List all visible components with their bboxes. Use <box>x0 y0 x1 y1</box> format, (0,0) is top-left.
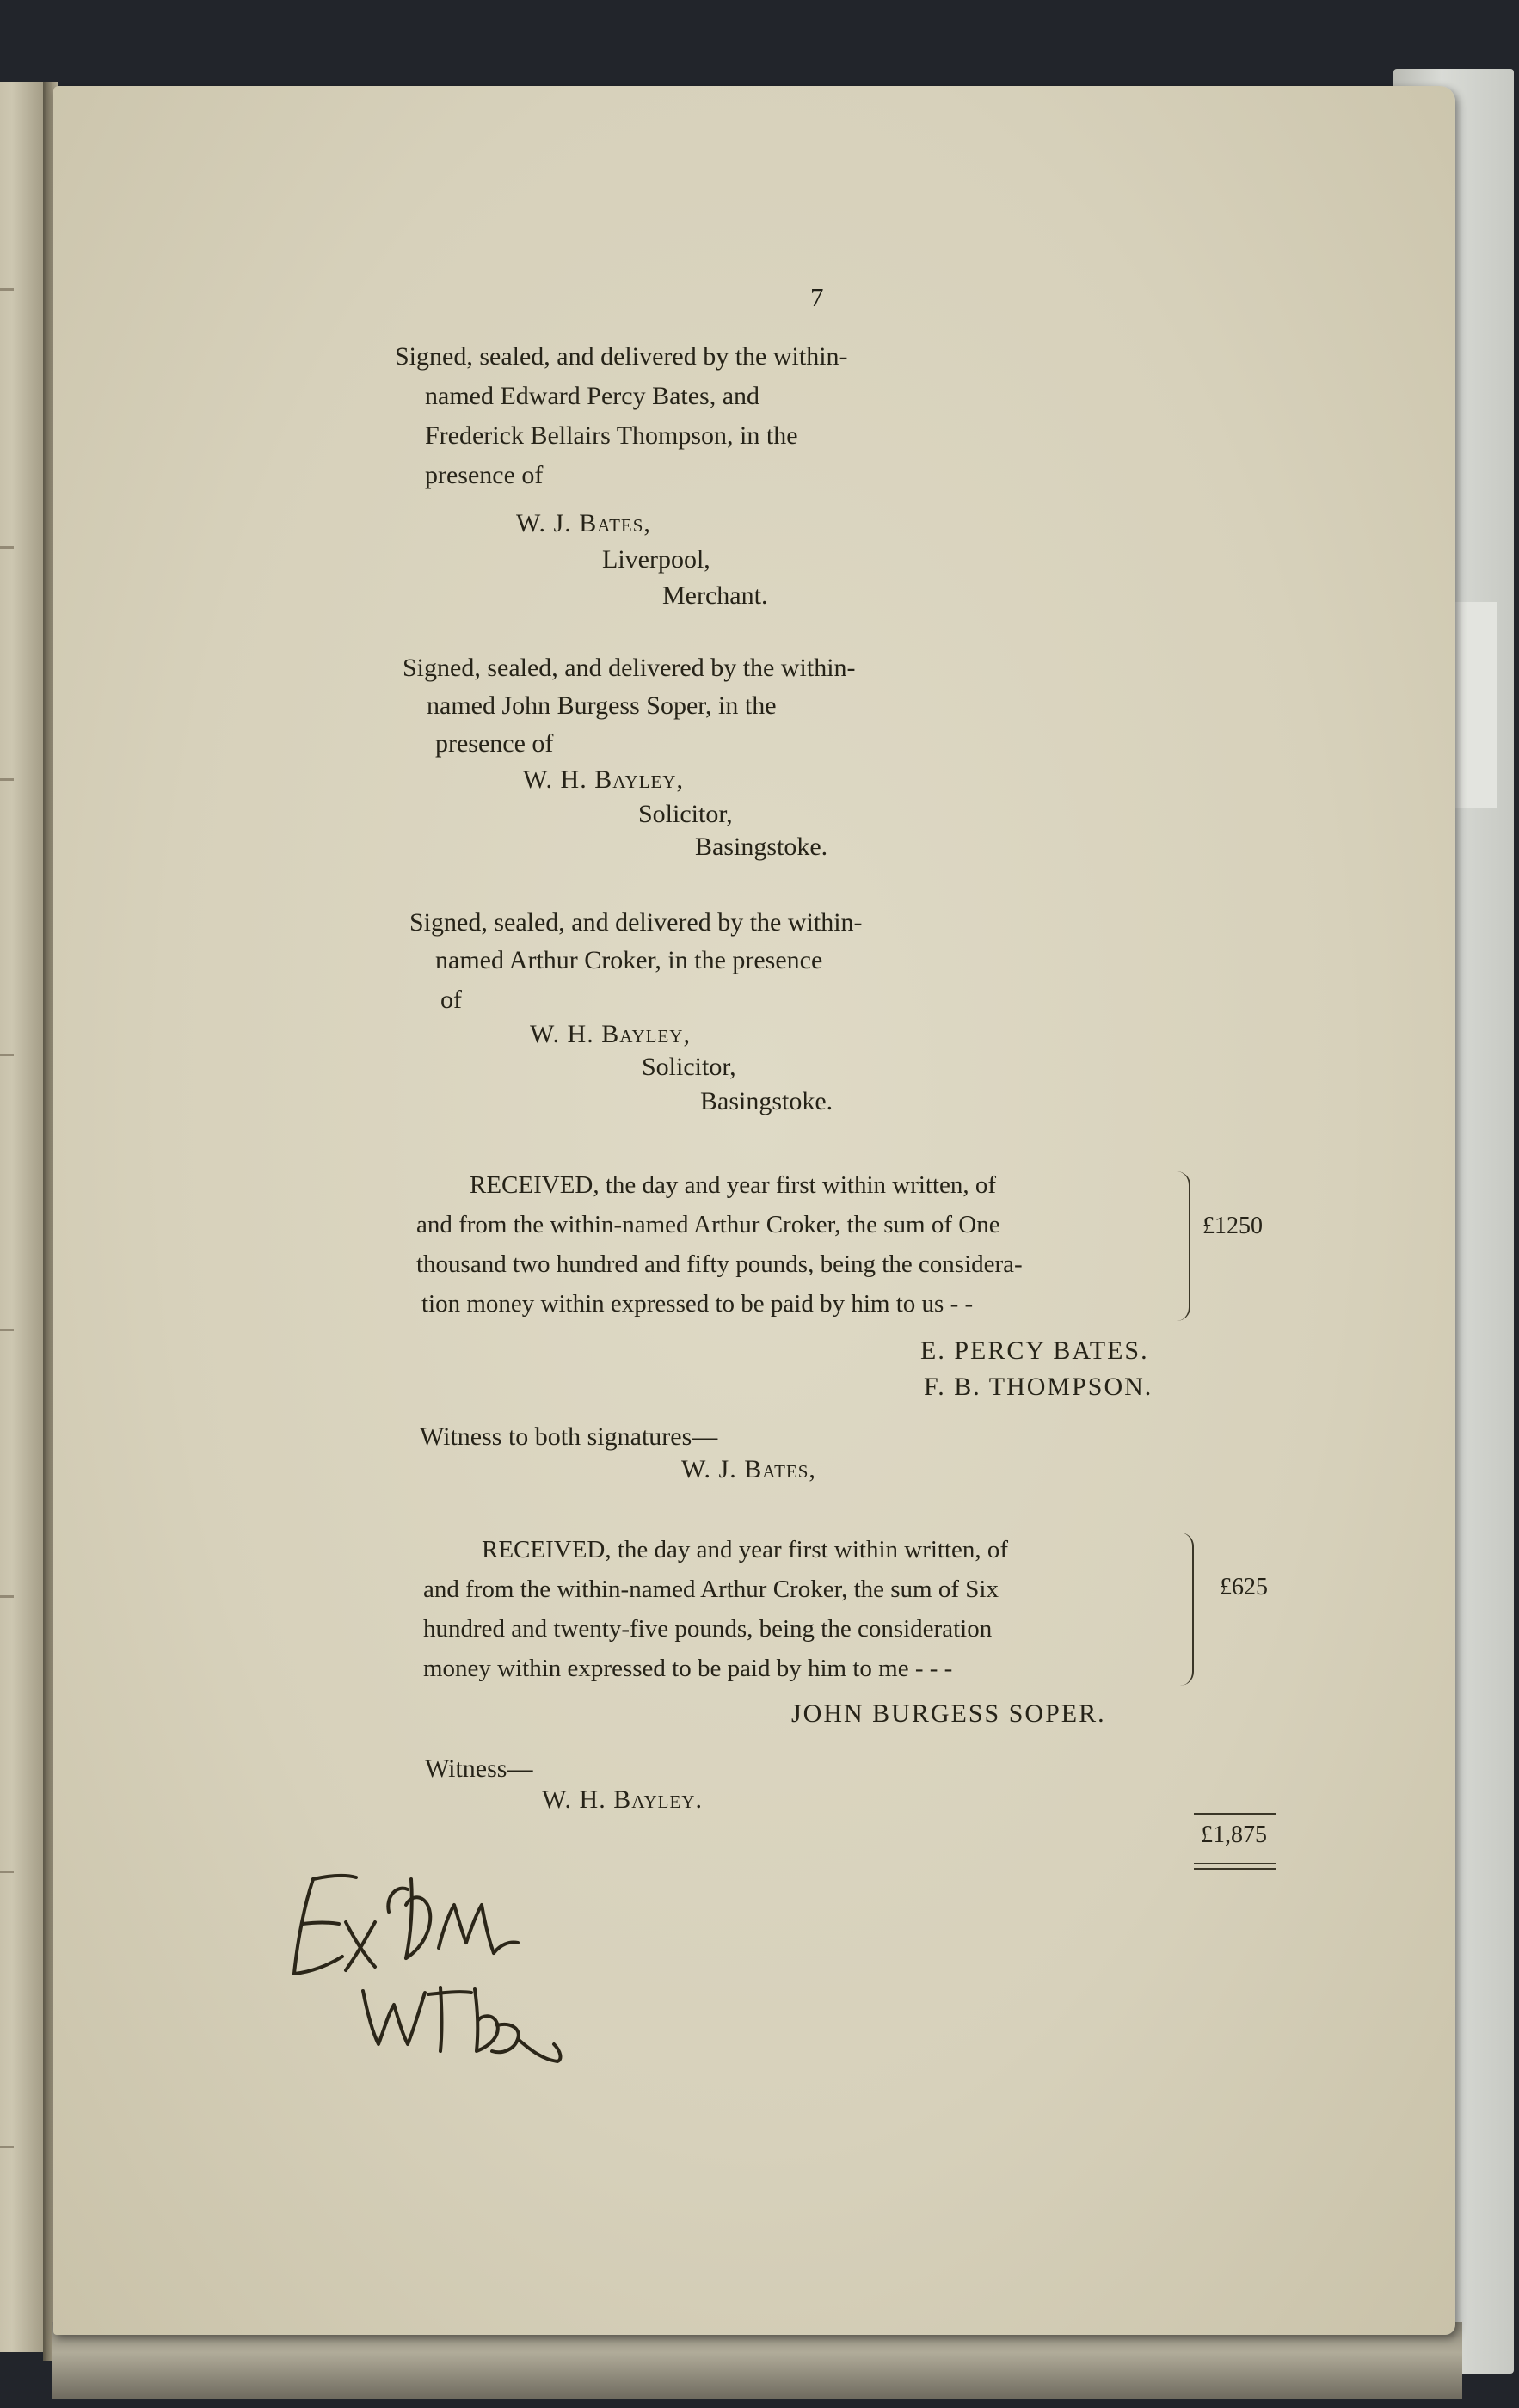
receipt-line: money within expressed to be paid by him to me - - - <box>423 1655 953 1682</box>
total-rule-top <box>1194 1813 1276 1815</box>
stitch-mark <box>0 1329 14 1331</box>
receipt-line: hundred and twenty-five pounds, being the consideration <box>423 1615 993 1643</box>
stitch-mark <box>0 778 14 781</box>
witness-name: W. J. Bates, <box>681 1455 816 1484</box>
attestation-line: presence of <box>435 729 554 758</box>
receipt-line: and from the within-named Arthur Croker, the sum of Six <box>423 1576 999 1603</box>
attestation-line: Signed, sealed, and delivered by the within- <box>403 654 856 682</box>
receipt-line: RECEIVED, the day and year first within written, of <box>482 1536 1009 1563</box>
stitch-mark <box>0 1870 14 1873</box>
stitch-mark <box>0 2146 14 2148</box>
page-number: 7 <box>810 282 824 312</box>
witness-name: W. H. Bayley. <box>542 1785 703 1814</box>
handwritten-examined-signature <box>260 1845 587 2086</box>
receipt-line: and from the within-named Arthur Croker, the sum of One <box>416 1211 1000 1238</box>
receipt-line: tion money within expressed to be paid by him to us - - <box>421 1290 974 1318</box>
attestation-line: Signed, sealed, and delivered by the within- <box>395 342 848 371</box>
attestation-line: named Arthur Croker, in the presence <box>435 946 823 974</box>
signatory-name: E. PERCY BATES. <box>920 1336 1149 1365</box>
witness-label: Witness— <box>425 1754 533 1783</box>
receipt-amount: £625 <box>1220 1574 1268 1600</box>
witness-place: Liverpool, <box>602 545 710 574</box>
signatory-name: F. B. THOMPSON. <box>924 1373 1153 1401</box>
total-amount: £1,875 <box>1201 1821 1267 1848</box>
attestation-line: named Edward Percy Bates, and <box>425 382 760 410</box>
witness-occupation: Solicitor, <box>638 800 733 828</box>
receipt-amount: £1250 <box>1202 1213 1263 1239</box>
stitch-mark <box>0 1054 14 1056</box>
total-rule-bottom <box>1194 1863 1276 1864</box>
receipt-brace <box>1177 1171 1190 1321</box>
witness-name: W. J. Bates, <box>516 509 651 538</box>
attestation-line: presence of <box>425 461 544 489</box>
stitch-mark <box>0 288 14 291</box>
document-page <box>53 86 1455 2335</box>
witness-name: W. H. Bayley, <box>523 765 684 794</box>
attestation-line: of <box>440 986 462 1014</box>
signatory-name: JOHN BURGESS SOPER. <box>791 1699 1106 1728</box>
witness-label: Witness to both signatures— <box>420 1422 718 1451</box>
witness-place: Basingstoke. <box>700 1087 833 1115</box>
attestation-line: Signed, sealed, and delivered by the within- <box>409 908 863 937</box>
witness-occupation: Merchant. <box>662 581 768 610</box>
total-rule-bottom-double <box>1194 1868 1276 1870</box>
receipt-line: RECEIVED, the day and year first within written, of <box>470 1171 997 1199</box>
previous-page-edge <box>0 82 43 2352</box>
attestation-line: Frederick Bellairs Thompson, in the <box>425 421 798 450</box>
stitch-mark <box>0 1595 14 1598</box>
attestation-line: named John Burgess Soper, in the <box>427 691 777 720</box>
receipt-line: thousand two hundred and fifty pounds, being the considera- <box>416 1250 1023 1278</box>
receipt-brace <box>1180 1533 1194 1686</box>
witness-place: Basingstoke. <box>695 832 828 861</box>
stitch-mark <box>0 546 14 549</box>
witness-occupation: Solicitor, <box>642 1053 736 1081</box>
witness-name: W. H. Bayley, <box>530 1020 691 1048</box>
